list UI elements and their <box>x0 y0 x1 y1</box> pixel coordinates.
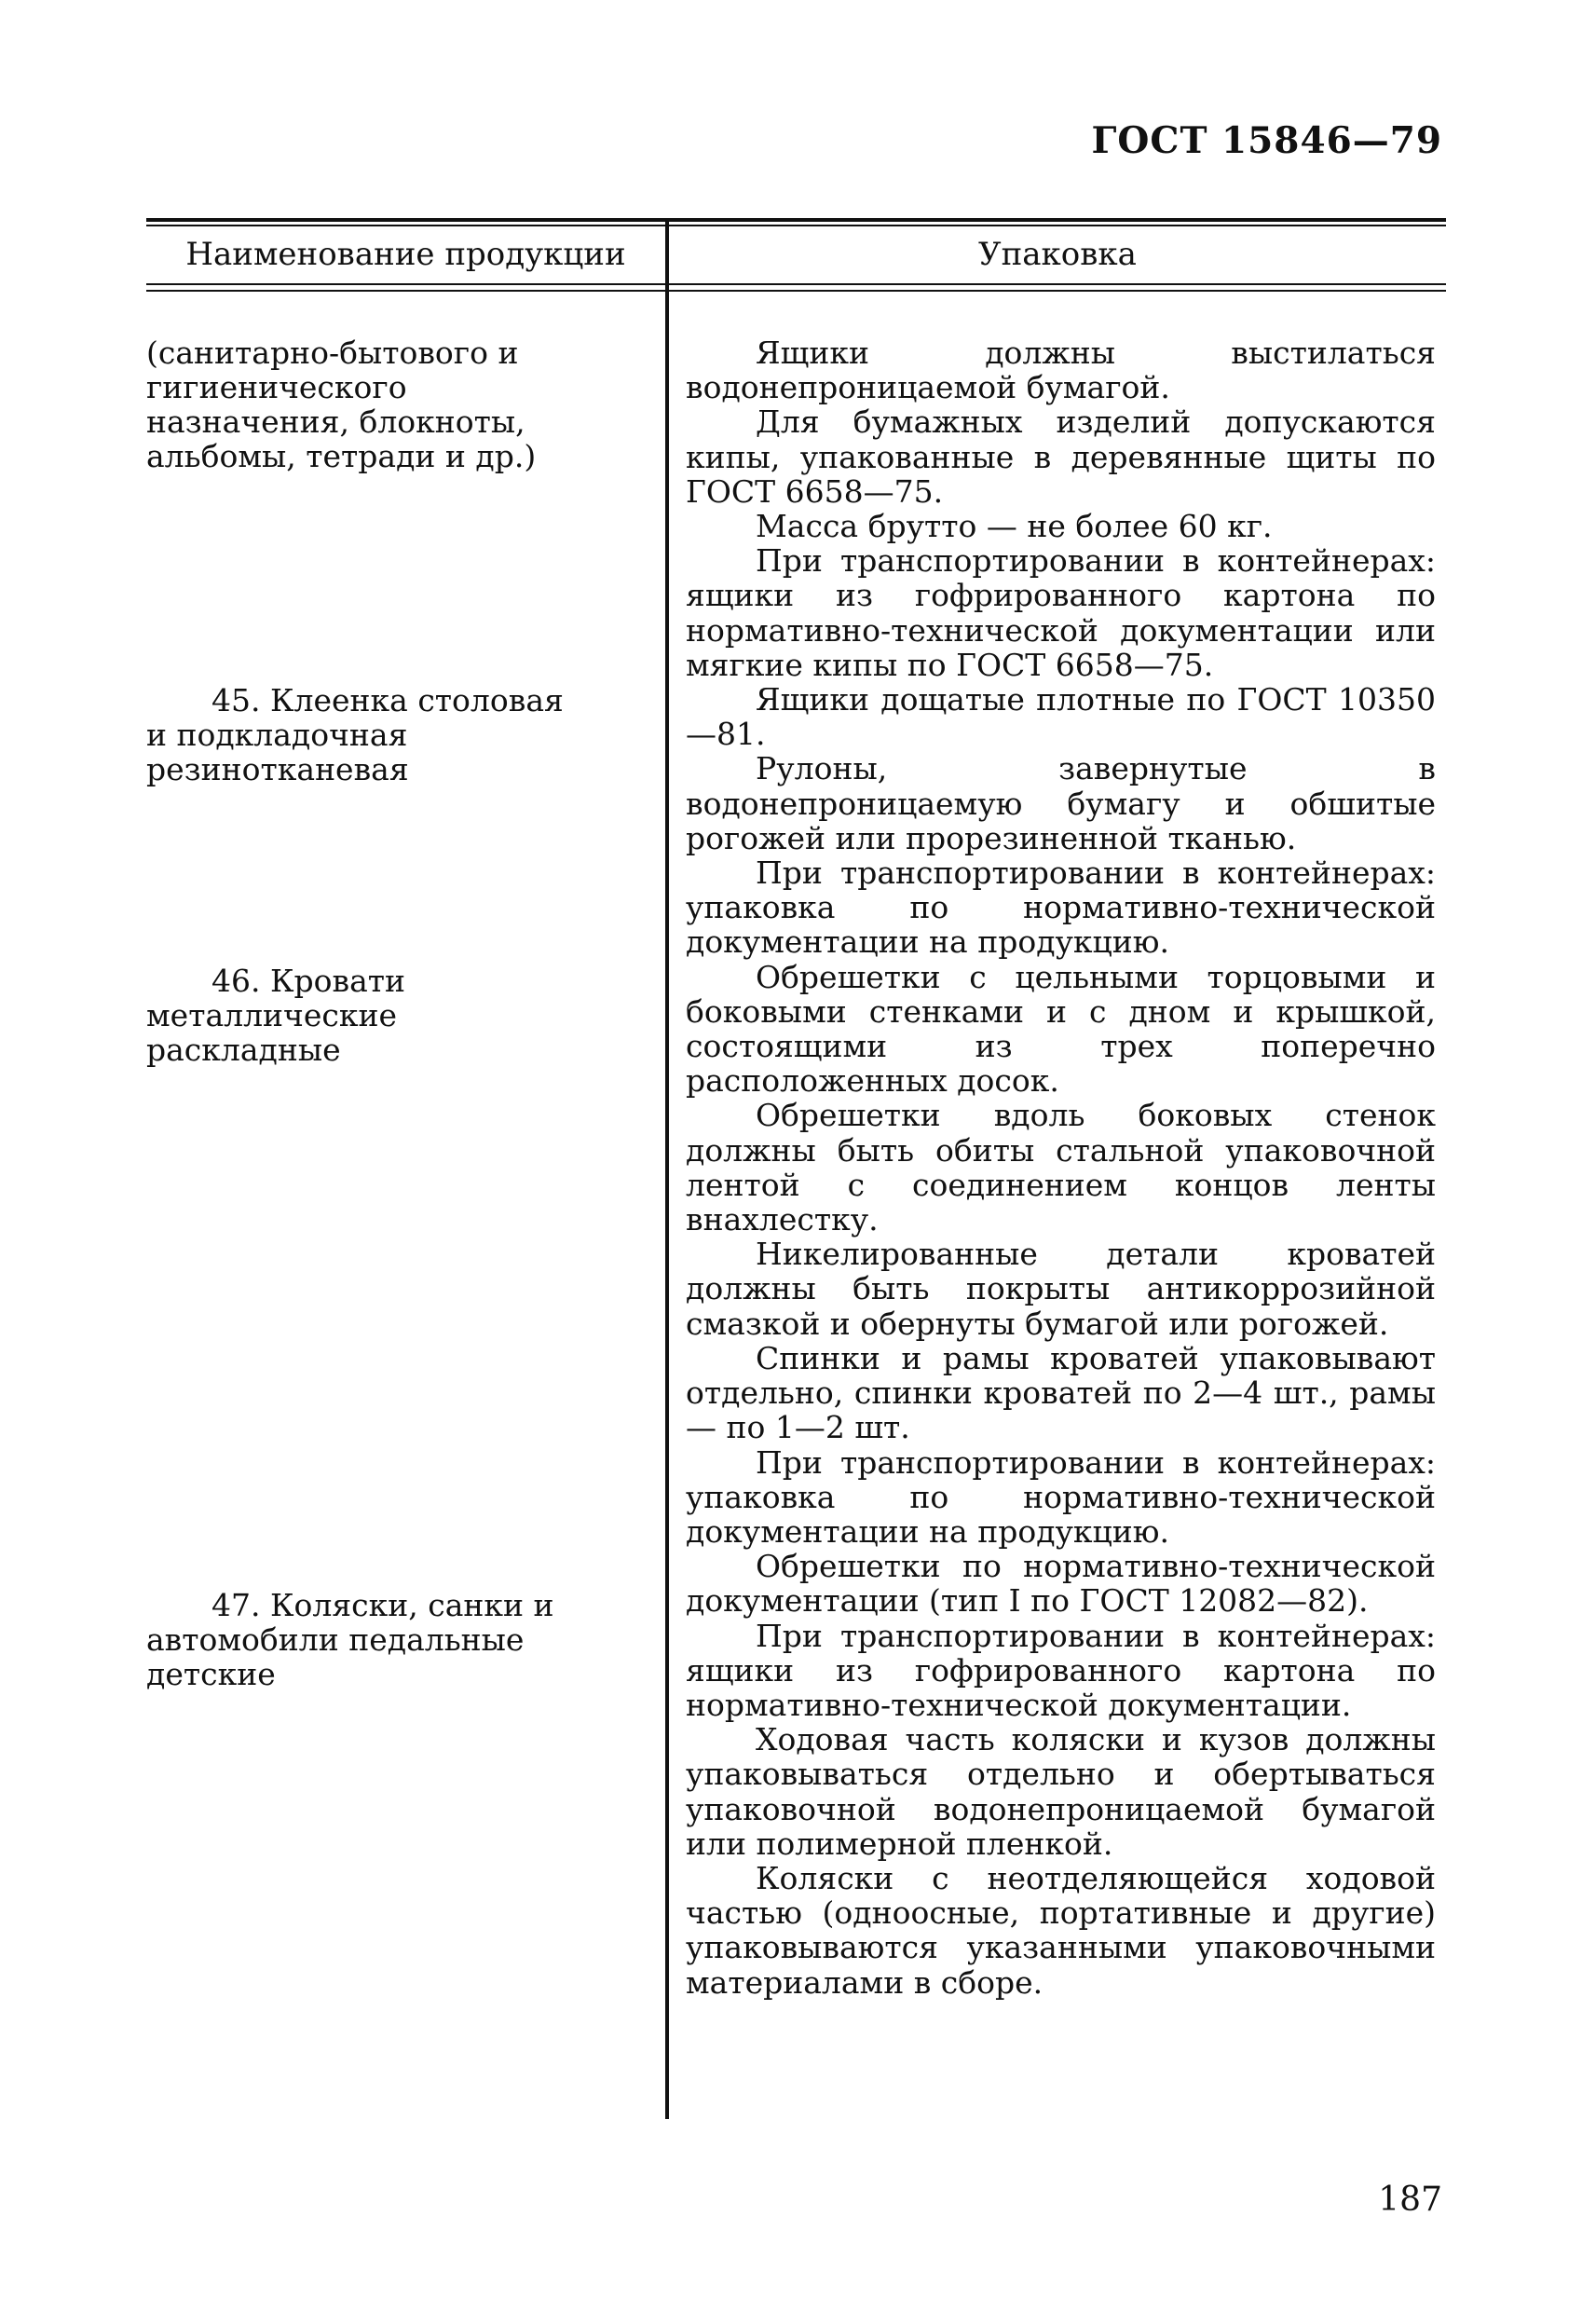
product-47-text: 47. Коляски, санки и автомобили педальные детские <box>146 1587 554 1692</box>
table-top-rule <box>146 218 1446 222</box>
packaging-paragraph: Обрешетки по нормативно-технической документации (тип I по ГОСТ 12082—82). <box>686 1548 1436 1620</box>
header-bottom-rule <box>146 283 1446 285</box>
product-cell-intro <box>146 335 584 473</box>
packaging-paragraph: Рулоны, завернутые в водонепроницаемую бумагу и обшитые рогожей или прорезиненной тканью. <box>686 750 1436 856</box>
packaging-paragraph: При транспортировании в контейнерах: упаковка по нормативно-технической документации на продукцию. <box>686 1443 1436 1550</box>
packaging-paragraph: Для бумажных изделий допускаются кипы, упакованные в деревянные щиты по ГОСТ 6658—75. <box>686 403 1436 510</box>
packaging-paragraph: Коляски с неотделяющейся ходовой частью (одноосные, портативные и другие) упаковываются указанными упаковочными материалами в сборе. <box>686 1859 1436 2001</box>
packaging-paragraph: Масса брутто — не более 60 кг. <box>756 508 1273 545</box>
packaging-paragraph: При транспортировании в контейнерах: ящики из гофрированного картона по нормативно-технической документации. <box>686 1617 1436 1723</box>
packaging-paragraph: Ящики должны выстилаться водонепроницаемой бумагой. <box>686 335 1436 406</box>
packaging-paragraph: Спинки и рамы кроватей упаковывают отдельно, спинки кроватей по 2—4 шт., рамы — по 1—2 шт. <box>686 1339 1436 1446</box>
packaging-paragraph: Ящики дощатые плотные по ГОСТ 10350—81. <box>686 681 1436 753</box>
column-header-product: Наименование продукции <box>185 236 626 273</box>
column-header-packaging: Упаковка <box>978 236 1137 273</box>
product-45-text: 45. Клеенка столовая и подкладочная резинотканевая <box>146 682 564 787</box>
header-bottom-rule-thin <box>146 290 1446 292</box>
page-number: 187 <box>1378 2181 1442 2219</box>
packaging-column <box>686 335 1436 2000</box>
packaging-paragraph: Обрешетки с цельными торцовыми и боковыми стенками и с дном и крышкой, состоящими из трех поперечно расположенных досок. <box>686 958 1436 1100</box>
packaging-paragraph: При транспортировании в контейнерах: упаковка по нормативно-технической документации на продукцию. <box>686 855 1436 961</box>
product-cell-47 <box>146 1588 584 1691</box>
column-divider <box>665 218 669 2119</box>
packaging-paragraph: Никелированные детали кроватей должны быть покрыты антикоррозийной смазкой и обернуты бумагой или рогожей. <box>686 1236 1436 1342</box>
table-top-rule-thin <box>146 225 1446 226</box>
product-intro-text: (санитарно-бытового и гигиенического назначения, блокноты, альбомы, тетради и др.) <box>146 335 537 474</box>
packaging-paragraph: Обрешетки вдоль боковых стенок должны быть обиты стальной упаковочной лентой с соединением концов ленты внахлестку. <box>686 1097 1436 1238</box>
packaging-paragraph: Ходовая часть коляски и кузов должны упаковываться отдельно и обертываться упаковочной водонепроницаемой бумагой или полимерной пленкой. <box>686 1721 1436 1862</box>
product-cell-46 <box>146 964 584 1067</box>
product-46-text: 46. Кровати металлические раскладные <box>146 963 406 1068</box>
document-code: ГОСТ 15846—79 <box>1091 119 1442 162</box>
packaging-paragraph: При транспортировании в контейнерах: ящики из гофрированного картона по нормативно-технической документации или мягкие кипы по ГОСТ 6658—75. <box>686 542 1436 683</box>
product-cell-45 <box>146 683 584 786</box>
